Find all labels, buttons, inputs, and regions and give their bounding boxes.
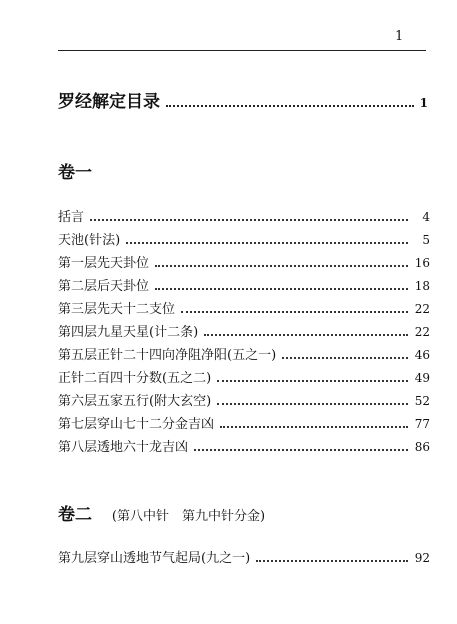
- entry-page: 22: [414, 325, 430, 339]
- volume-1-entries: [58, 206, 430, 459]
- toc-title-line: [58, 87, 428, 112]
- entry-label: 括言: [58, 210, 85, 225]
- dot-leader: [194, 449, 408, 451]
- entry-label: 第三层先天十二支位: [58, 302, 176, 317]
- entry-label: 第九层穿山透地节气起局(九之一): [58, 551, 251, 566]
- toc-title-page: 1: [419, 96, 428, 110]
- page-number: 1: [395, 29, 404, 44]
- dot-leader: [126, 242, 408, 244]
- entry-page: 46: [414, 348, 430, 362]
- toc-entry[interactable]: [58, 390, 430, 413]
- dot-leader: [282, 357, 408, 359]
- volume-note: (第八中针 第九中针分金): [111, 509, 266, 524]
- toc-entry[interactable]: [58, 344, 430, 367]
- entry-page: 18: [414, 279, 430, 293]
- toc-entry[interactable]: [58, 547, 430, 570]
- entry-label: 第七层穿山七十二分金吉凶: [58, 417, 215, 432]
- dot-leader: [217, 403, 408, 405]
- volume-heading-1: [58, 158, 92, 183]
- dot-leader: [217, 380, 408, 382]
- header-rule: [58, 50, 426, 51]
- volume-2-entries: [58, 547, 430, 570]
- entry-label: 天池(针法): [58, 233, 121, 248]
- entry-label: 第二层后天卦位: [58, 279, 150, 294]
- dot-leader: [155, 265, 408, 267]
- dot-leader: [166, 105, 414, 107]
- entry-page: 22: [414, 302, 430, 316]
- toc-entry[interactable]: [58, 321, 430, 344]
- entry-page: 86: [414, 440, 430, 454]
- dot-leader: [256, 560, 408, 562]
- entry-page: 77: [414, 417, 430, 431]
- entry-page: 52: [414, 394, 430, 408]
- entry-label: 正针二百四十分数(五之二): [58, 371, 212, 386]
- toc-entry[interactable]: [58, 436, 430, 459]
- dot-leader: [204, 334, 408, 336]
- entry-page: 92: [414, 551, 430, 565]
- toc-entry[interactable]: [58, 229, 430, 252]
- entry-label: 第六层五家五行(附大玄空): [58, 394, 212, 409]
- toc-title: 罗经解定目录: [58, 92, 160, 112]
- toc-entry[interactable]: [58, 206, 430, 229]
- toc-entry[interactable]: [58, 367, 430, 390]
- dot-leader: [90, 219, 408, 221]
- entry-page: 49: [414, 371, 430, 385]
- entry-page: 16: [414, 256, 430, 270]
- entry-label: 第四层九星天星(计二条): [58, 325, 199, 340]
- entry-label: 第八层透地六十龙吉凶: [58, 440, 189, 455]
- entry-page: 4: [422, 210, 430, 224]
- volume-title: 卷二: [58, 505, 92, 525]
- dot-leader: [155, 288, 408, 290]
- volume-title: 卷一: [58, 163, 92, 183]
- entry-page: 5: [422, 233, 430, 247]
- dot-leader: [220, 426, 408, 428]
- toc-entry[interactable]: [58, 413, 430, 436]
- dot-leader: [181, 311, 408, 313]
- entry-label: 第五层正针二十四向净阻净阳(五之一): [58, 348, 277, 363]
- toc-entry[interactable]: [58, 275, 430, 298]
- toc-entry[interactable]: [58, 252, 430, 275]
- toc-entry[interactable]: [58, 298, 430, 321]
- entry-label: 第一层先天卦位: [58, 256, 150, 271]
- volume-heading-2: [58, 500, 265, 525]
